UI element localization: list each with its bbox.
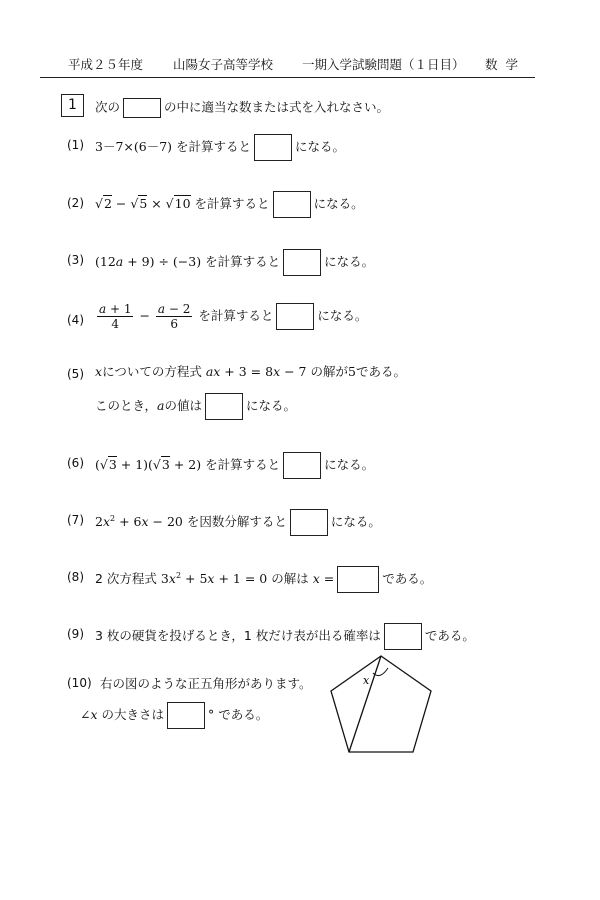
pentagon-diagonal [349, 656, 381, 752]
problem-2-pre: を計算すると [194, 196, 270, 211]
degree-symbol: ° [208, 707, 215, 722]
answer-box-9[interactable] [384, 623, 422, 650]
problem-1 [95, 134, 345, 161]
problem-10-number: (10) [67, 676, 92, 690]
section-number-box: 1 [61, 94, 84, 117]
answer-box-2[interactable] [273, 191, 311, 218]
answer-box-5[interactable] [205, 393, 243, 420]
problem-5-line-1: xについての方程式 ax + 3 = 8x − 7 の解が5である。 [95, 364, 406, 379]
pentagon-outline [331, 656, 431, 752]
problem-5-text-a: についての方程式 [102, 364, 202, 379]
problem-3 [95, 249, 374, 276]
instruction-pre: 次の [95, 99, 121, 115]
header-year: 平成２５年度 [68, 57, 144, 72]
fraction-1: $\frac{a + 1}{4}$ [99, 302, 132, 331]
problem-2-number: (2) [67, 196, 84, 210]
problem-5-text-g: になる。 [245, 398, 296, 413]
problem-5-equation: ax + 3 = 8x − 7 [205, 364, 307, 379]
problem-4-pre: を計算すると [198, 308, 274, 323]
answer-box-3[interactable] [283, 249, 321, 276]
problem-8-post: である。 [382, 571, 433, 586]
problem-10-line-1: 右の図のような正五角形があります。 [100, 676, 312, 691]
problem-1-number: (1) [67, 138, 84, 152]
regular-pentagon-figure [325, 648, 437, 758]
exam-header [40, 55, 535, 78]
problem-3-number: (3) [67, 253, 84, 267]
problem-6-pre: を計算すると [205, 457, 281, 472]
problem-2-expression: √2 − √5 × √10 [95, 196, 191, 211]
answer-box-7[interactable] [290, 509, 328, 536]
problem-4-number: (4) [67, 313, 84, 327]
problem-10-line-2: ∠x の大きさは ° である。 [80, 702, 268, 729]
problem-4-post: になる。 [317, 308, 368, 323]
problem-5-text-e: このとき， [95, 398, 158, 413]
problem-5-text-f: の値は [164, 398, 202, 413]
problem-3-expression: (12a + 9) ÷ (−3) [95, 254, 202, 269]
answer-box-10[interactable] [167, 702, 205, 729]
problem-5-solution-value: 5 [348, 364, 356, 379]
problem-6-post: になる。 [324, 457, 375, 472]
problem-7-number: (7) [67, 513, 84, 527]
problem-8-mid: の解は [271, 571, 309, 586]
angle-symbol: ∠ [80, 707, 91, 722]
problem-8: 2 次方程式 $3x^2 + 5x + 1 = 0$ の解は x = である。 [95, 566, 432, 593]
problem-6-number: (6) [67, 456, 84, 470]
problem-9-post: である。 [424, 628, 475, 643]
angle-x-label: x [363, 674, 370, 687]
answer-box-4[interactable] [276, 303, 314, 330]
problem-9-text: 3 枚の硬貨を投げるとき，1 枚だけ表が出る確率は [95, 628, 381, 643]
answer-box-1[interactable] [254, 134, 292, 161]
problem-5-number: (5) [67, 367, 84, 381]
problem-7-post: になる。 [330, 514, 381, 529]
fraction-2: $\frac{a - 2}{6}$ [157, 302, 191, 331]
example-answer-box [123, 98, 161, 118]
problem-10-post: である。 [218, 707, 269, 722]
problem-9-number: (9) [67, 627, 84, 641]
problem-8-number: (8) [67, 570, 84, 584]
problem-5-line-2: このとき，aの値は になる。 [95, 393, 296, 420]
header-subject: 数学 [485, 57, 527, 72]
problem-7-expression: $2x^2 + 6x - 20$ [95, 513, 183, 529]
problem-6 [95, 452, 374, 479]
problem-3-pre: を計算すると [205, 254, 281, 269]
problem-1-expression: 3－7×(6－7) [95, 139, 173, 154]
problem-3-post: になる。 [324, 254, 375, 269]
problem-4: $\frac{a + 1}{4}$ − $\frac{a - 2}{6}$ を計算すると になる。 [99, 302, 368, 331]
problem-7 [95, 509, 381, 536]
problem-1-pre: を計算すると [176, 139, 252, 154]
answer-box-8[interactable] [337, 566, 379, 593]
answer-box-6[interactable] [283, 452, 321, 479]
problem-5-text-d: である。 [355, 364, 406, 379]
problem-10-text: の大きさは [101, 707, 165, 722]
header-exam-title: 一期入学試験問題（１日目） [302, 57, 465, 72]
problem-1-post: になる。 [295, 139, 346, 154]
problem-8-lead: 2 次方程式 [95, 571, 157, 586]
problem-5-text-b: の解が [310, 364, 349, 379]
problem-2-post: になる。 [313, 196, 364, 211]
problem-6-expression: (√3 + 1)(√3 + 2) [95, 457, 202, 472]
problem-8-equation: $3x^2 + 5x + 1 = 0$ [160, 570, 268, 586]
instruction-post: の中に適当な数または式を入れなさい。 [164, 99, 390, 115]
problem-7-pre: を因数分解すると [186, 514, 287, 529]
section-instruction [95, 98, 389, 118]
header-school: 山陽女子高等学校 [173, 57, 274, 72]
problem-2 [95, 191, 364, 218]
problem-9 [95, 623, 475, 650]
